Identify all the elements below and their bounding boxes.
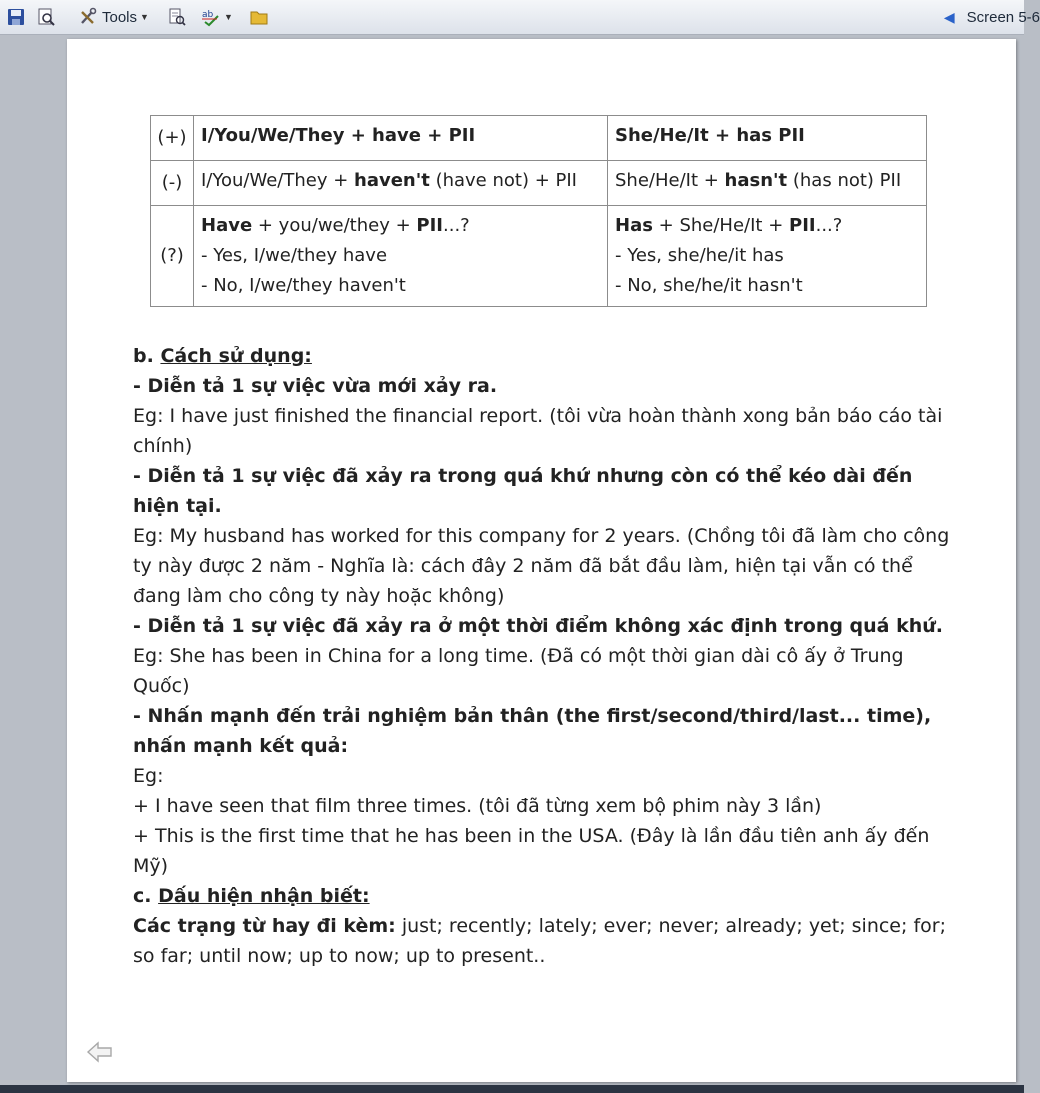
text-span-bold: Have bbox=[201, 215, 253, 236]
text-span-bold: PII bbox=[416, 215, 443, 236]
example: + I have seen that film three times. (tôi đã từng xem bộ phim này 3 lần) bbox=[133, 795, 822, 817]
usage-point: - Nhấn mạnh đến trải nghiệm bản thân (the first/second/third/last... time), nhấn mạnh kết quả: bbox=[133, 705, 932, 757]
section-heading-b bbox=[133, 341, 963, 371]
tools-label: Tools bbox=[102, 8, 138, 26]
text-span: ...? bbox=[443, 215, 470, 236]
toolbar bbox=[0, 0, 1040, 35]
table-cell bbox=[194, 206, 608, 307]
document-area bbox=[0, 35, 1024, 1085]
cell-line: - Yes, she/he/it has bbox=[615, 245, 784, 266]
table-cell bbox=[194, 161, 608, 206]
table-row bbox=[151, 161, 927, 206]
back-arrow-icon[interactable] bbox=[85, 1037, 115, 1067]
document-body bbox=[133, 341, 963, 971]
adverb-label: Các trạng từ hay đi kèm: bbox=[133, 915, 396, 937]
cell-line: - No, she/he/it hasn't bbox=[615, 275, 803, 296]
text-span-bold: hasn't bbox=[724, 170, 788, 191]
chevron-down-icon: ▼ bbox=[140, 12, 149, 22]
heading-prefix: b. bbox=[133, 345, 161, 367]
document-page bbox=[67, 39, 1016, 1082]
print-preview-button[interactable] bbox=[32, 4, 60, 30]
table-cell: She/He/It + has PII bbox=[608, 116, 927, 161]
grammar-table bbox=[150, 115, 927, 307]
chevron-down-icon[interactable]: ▼ bbox=[223, 12, 233, 22]
cell-line bbox=[615, 211, 919, 241]
text-span-bold: Has bbox=[615, 215, 653, 236]
svg-text:ab: ab bbox=[201, 10, 214, 20]
example: + This is the first time that he has been in the USA. (Đây là lần đầu tiên anh ấy đến Mỹ) bbox=[133, 825, 930, 877]
adverb-list: just; recently; lately; ever; never; already; yet; since; for; so far; until now; up to now; up to present.. bbox=[133, 915, 946, 967]
text-span: (have not) + PII bbox=[429, 170, 577, 191]
table-cell: (+) bbox=[151, 116, 194, 161]
text-span-bold: PII bbox=[789, 215, 816, 236]
table-cell bbox=[608, 161, 927, 206]
usage-point: - Diễn tả 1 sự việc đã xảy ra trong quá khứ nhưng còn có thể kéo dài đến hiện tại. bbox=[133, 465, 913, 517]
table-cell: (?) bbox=[151, 206, 194, 307]
folder-button[interactable] bbox=[245, 4, 273, 30]
text-span: + you/we/they + bbox=[252, 215, 417, 236]
text-span: (has not) PII bbox=[787, 170, 902, 191]
heading-title: Dấu hiện nhận biết: bbox=[158, 885, 370, 907]
folder-icon bbox=[249, 7, 269, 27]
example-label: Eg: bbox=[133, 765, 164, 787]
spelling-button[interactable] bbox=[197, 4, 237, 30]
cell-line: - No, I/we/they haven't bbox=[201, 275, 406, 296]
text-span: She/He/It + bbox=[615, 170, 725, 191]
save-button[interactable] bbox=[2, 4, 30, 30]
screen-label: Screen 5-6 bbox=[966, 8, 1040, 26]
table-cell bbox=[608, 206, 927, 307]
screen-nav bbox=[943, 0, 1040, 34]
tools-icon bbox=[78, 7, 98, 27]
section-heading-c bbox=[133, 881, 963, 911]
example: Eg: My husband has worked for this company for 2 years. (Chồng tôi đã làm cho công ty này được 2 năm - Nghĩa là: cách đây 2 năm đã bắt đầu làm, hiện tại vẫn có thể đang làm cho công ty này hoặc không) bbox=[133, 525, 950, 607]
adverb-paragraph bbox=[133, 911, 963, 971]
table-cell: (-) bbox=[151, 161, 194, 206]
table-row bbox=[151, 116, 927, 161]
heading-prefix: c. bbox=[133, 885, 159, 907]
text-span: ...? bbox=[815, 215, 843, 236]
print-preview-icon bbox=[36, 7, 56, 27]
usage-point: - Diễn tả 1 sự việc đã xảy ra ở một thời điểm không xác định trong quá khứ. bbox=[133, 615, 944, 637]
text-span-bold: haven't bbox=[354, 170, 430, 191]
tools-menu[interactable] bbox=[74, 4, 153, 30]
cell-line: - Yes, I/we/they have bbox=[201, 245, 388, 266]
table-row bbox=[151, 206, 927, 307]
spelling-icon bbox=[201, 7, 221, 27]
status-strip bbox=[0, 1085, 1024, 1093]
triangle-left-icon[interactable]: ◀ bbox=[943, 8, 955, 25]
heading-title: Cách sử dụng: bbox=[160, 345, 312, 367]
save-icon bbox=[6, 7, 26, 27]
table-cell: I/You/We/They + have + PII bbox=[194, 116, 608, 161]
research-icon bbox=[167, 7, 187, 27]
research-button[interactable] bbox=[163, 4, 191, 30]
example: Eg: She has been in China for a long time. (Đã có một thời gian dài cô ấy ở Trung Quốc) bbox=[133, 645, 904, 697]
text-span: + She/He/It + bbox=[652, 215, 790, 236]
cell-line bbox=[201, 211, 600, 241]
text-span: I/You/We/They + bbox=[201, 170, 354, 191]
usage-point: - Diễn tả 1 sự việc vừa mới xảy ra. bbox=[133, 375, 498, 397]
example: Eg: I have just finished the financial report. (tôi vừa hoàn thành xong bản báo cáo tài chính) bbox=[133, 405, 943, 457]
